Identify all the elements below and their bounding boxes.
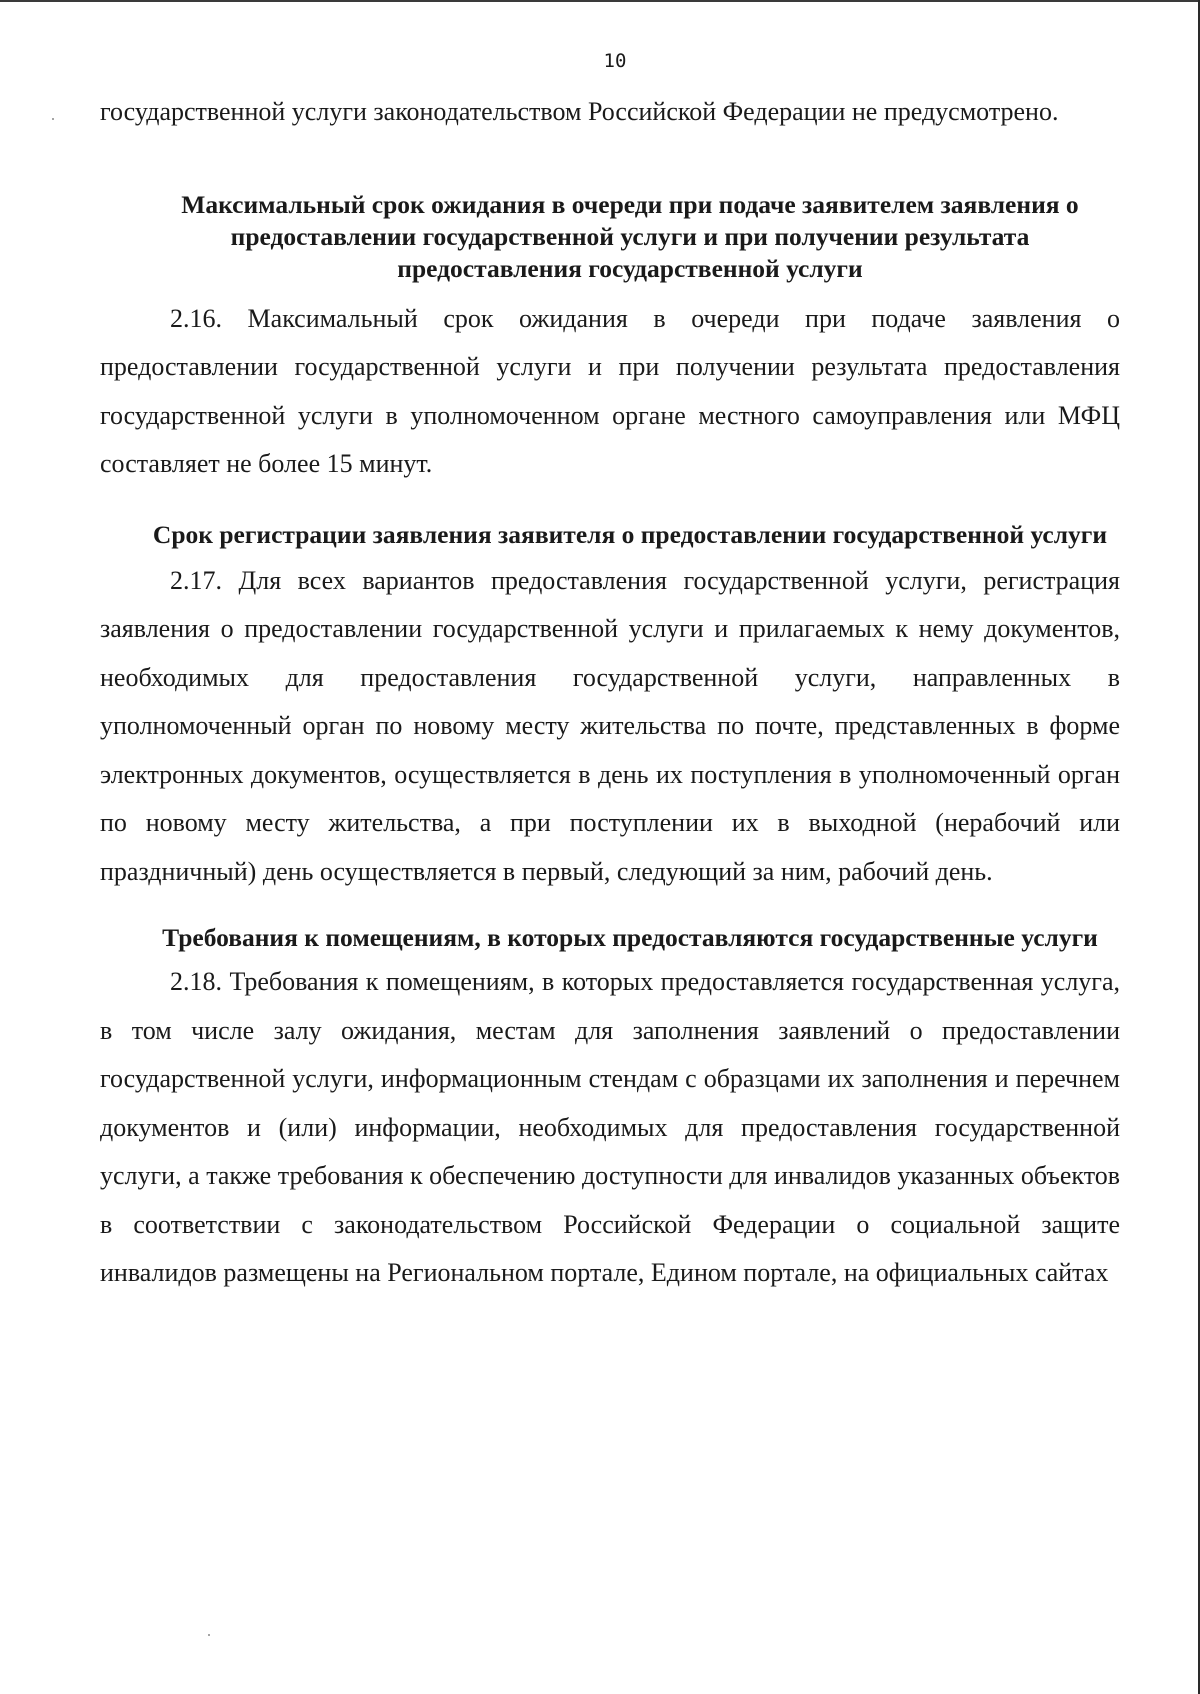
section-heading-registration-term: Срок регистрации заявления заявителя о предоставлении государственной услуги [152, 519, 1108, 549]
paragraph-2-18: 2.18. Требования к помещениям, в которых предоставляется государственная услуга, в том числе залу ожидания, местам для заполнения заявлений о предоставлении государственной услуги, информационным стендам с образцами их заполнения и перечнем документов и (или) информации, необходимых для предоставления государственной услуги, а также требования к обеспечению доступности для инвалидов указанных объектов в соответствии с законодательством Российской Федерации о социальной защите инвалидов размещены на Региональном портале, Едином портале, на официальных сайтах [100, 967, 1120, 1287]
document-body [100, 88, 1120, 1298]
section-heading-premises-requirements: Требования к помещениям, в которых предоставляются государственные услуги [162, 923, 1098, 952]
continuation-paragraph: государственной услуги законодательством Российской Федерации не предусмотрено. [100, 97, 1059, 126]
page-top-border [0, 0, 1200, 2]
scan-speck [208, 1634, 210, 1636]
page-number: 10 [603, 50, 627, 72]
section-heading-waiting-time: Максимальный срок ожидания в очереди при подаче заявителем заявления о предоставлении государственной услуги и при получении результата предоставления государственной услуги [181, 189, 1079, 283]
paragraph-2-17: 2.17. Для всех вариантов предоставления государственной услуги, регистрация заявления о предоставлении государственной услуги и прилагаемых к нему документов, необходимых для предоставления государственной услуги, направленных в уполномоченный орган по новому месту жительства по почте, представленных в форме электронных документов, осуществляется в день их поступления в уполномоченный орган по новому месту жительства, а при поступлении их в выходной (нерабочий или праздничный) день осуществляется в первый, следующий за ним, рабочий день. [100, 565, 1120, 886]
scan-speck [52, 118, 54, 120]
paragraph-2-16: 2.16. Максимальный срок ожидания в очереди при подаче заявления о предоставлении государственной услуги и при получении результата предоставления государственной услуги в уполномоченном органе местного самоуправления или МФЦ составляет не более 15 минут. [100, 303, 1120, 478]
